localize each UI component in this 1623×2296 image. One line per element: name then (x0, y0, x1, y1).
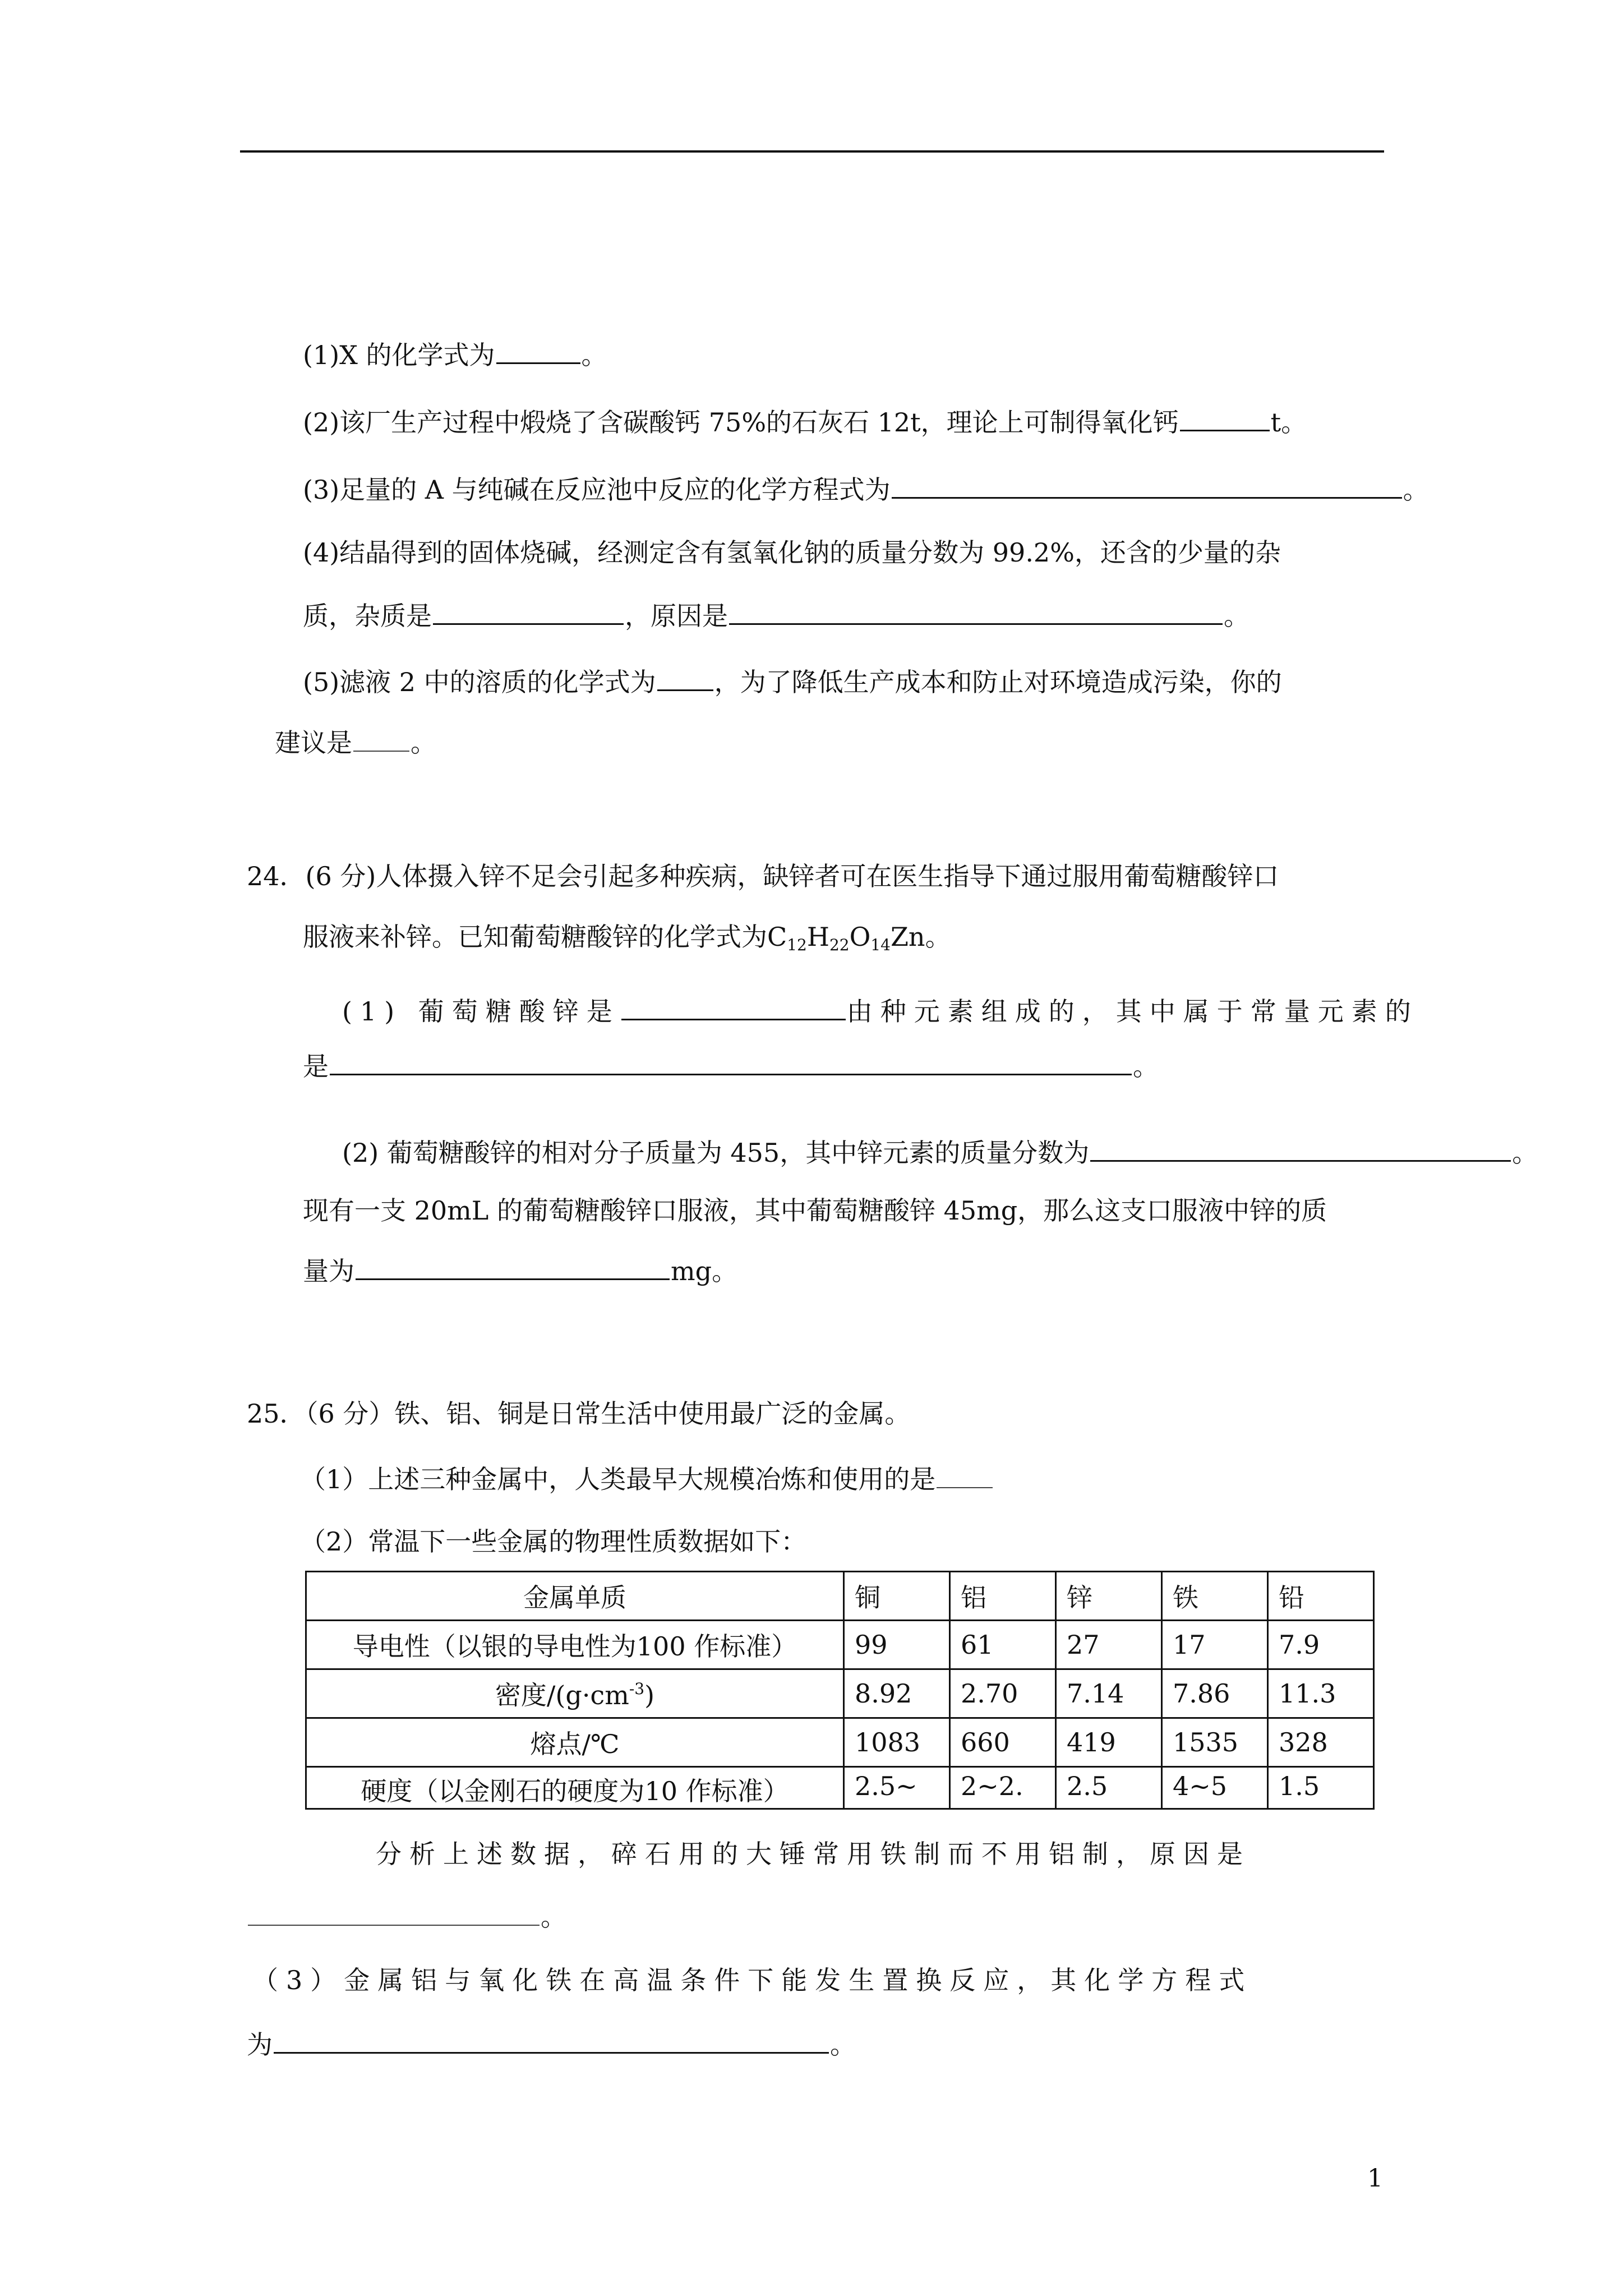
q24-sub1-cont (303, 1048, 1159, 1083)
q23-part1 (303, 337, 607, 372)
q23-part5-text: ，为了降低生产成本和防止对环境造成污染，你的 (714, 667, 1282, 697)
q23-part4-text: 质，杂质是 (303, 601, 432, 631)
table-cell: 7.14 (1056, 1669, 1162, 1718)
table-row-label: 熔点/℃ (306, 1718, 844, 1767)
table-cell: 2.70 (950, 1669, 1056, 1718)
answer-blank[interactable] (274, 2026, 829, 2054)
table-header-cell: 铅 (1268, 1572, 1374, 1621)
q24-sub2-text: (2) 葡萄糖酸锌的相对分子质量为 455，其中锌元素的质量分数为 (342, 1138, 1090, 1168)
q24-sub2-text: 现有一支 20mL 的葡萄糖酸锌口服液，其中葡萄糖酸锌 45mg，那么这支口服液中锌的质 (303, 1195, 1327, 1226)
table-header-cell: 铁 (1162, 1572, 1268, 1621)
q23-part3-text: (3)足量的 A 与纯碱在反应池中反应的化学方程式为 (303, 475, 891, 505)
table-cell: 328 (1268, 1718, 1374, 1767)
table-row-label: 导电性（以银的导电性为100 作标准） (306, 1621, 844, 1669)
answer-blank[interactable] (353, 725, 409, 752)
q25-heading (247, 1397, 910, 1430)
punct: 。 (541, 1902, 566, 1932)
table-cell: 27 (1056, 1621, 1162, 1669)
q25-sub3 (252, 1963, 1252, 1997)
answer-blank[interactable] (433, 597, 624, 625)
table-cell: 2~2. (950, 1767, 1056, 1809)
unit-text: t。 (1270, 407, 1307, 438)
punct: 。 (925, 922, 951, 952)
table-cell: 7.86 (1162, 1669, 1268, 1718)
punct: 。 (411, 728, 436, 758)
q23-part2-text: (2)该厂生产过程中煅烧了含碳酸钙 75%的石灰石 12t，理论上可制得氧化钙 (303, 407, 1179, 438)
table-cell: 4~5 (1162, 1767, 1268, 1809)
q24-sub2-cont (303, 1194, 1327, 1227)
table-row (306, 1621, 1374, 1669)
answer-blank[interactable] (356, 1253, 670, 1280)
answer-blank[interactable] (621, 993, 846, 1020)
table-row-label: 硬度（以金刚石的硬度为10 作标准） (306, 1767, 844, 1809)
table-row (306, 1669, 1374, 1718)
q25-analysis-text: 分析上述数据，碎石用的大锤常用铁制而不用铝制，原因是 (376, 1839, 1251, 1869)
metal-properties-table (305, 1571, 1375, 1810)
page-number: 1 (1367, 2164, 1383, 2193)
q24-sub1-text: (1) 葡萄糖酸锌是 (342, 996, 620, 1027)
q24-sub1-text: 由种元素组成的，其中属于常量元素的 (846, 996, 1419, 1027)
table-header-row (306, 1572, 1374, 1621)
q25-sub3-text: 为 (247, 2030, 273, 2060)
q23-part4-cont (303, 597, 1249, 633)
punct: 。 (581, 340, 607, 370)
q24-heading-text: 24．(6 分)人体摄入锌不足会引起多种疾病，缺锌者可在医生指导下通过服用葡萄糖酸锌口 (247, 861, 1279, 891)
table-row (306, 1718, 1374, 1767)
q24-heading (247, 859, 1279, 893)
q25-sub2-text: （2）常温下一些金属的物理性质数据如下： (300, 1526, 807, 1557)
q23-part5-text: (5)滤液 2 中的溶质的化学式为 (303, 667, 656, 697)
q23-part1-text: (1)X 的化学式为 (303, 340, 495, 370)
table-row-label: 密度$/(g\cdot cm^{-3})$ (306, 1669, 844, 1718)
answer-blank[interactable] (330, 1048, 1132, 1075)
q23-part4 (303, 536, 1281, 569)
q24-sub2 (342, 1134, 1538, 1170)
table-cell: 1.5 (1268, 1767, 1374, 1809)
q23-part5 (303, 664, 1282, 699)
table-cell: 17 (1162, 1621, 1268, 1669)
q24-sub1-text: 是 (303, 1051, 329, 1082)
table-cell: 8.92 (844, 1669, 950, 1718)
answer-blank[interactable] (892, 471, 1402, 499)
q25-sub1 (300, 1461, 994, 1496)
punct: 。 (1403, 475, 1429, 505)
table-cell: 1535 (1162, 1718, 1268, 1767)
answer-blank[interactable] (1090, 1134, 1511, 1162)
unit-text: mg。 (671, 1256, 738, 1286)
q23-part4-text: (4)结晶得到的固体烧碱，经测定含有氢氧化钠的质量分数为 99.2%，还含的少量的杂 (303, 537, 1281, 568)
q25-sub2 (300, 1525, 806, 1558)
q24-line2-text: 服液来补锌。已知葡萄糖酸锌的化学式为 (303, 922, 767, 952)
punct: 。 (1133, 1051, 1159, 1082)
table-cell: 11.3 (1268, 1669, 1374, 1718)
answer-blank[interactable] (937, 1461, 993, 1488)
answer-blank[interactable] (496, 337, 580, 364)
q25-analysis (376, 1837, 1251, 1871)
q25-sub1-text: （1）上述三种金属中，人类最早大规模冶炼和使用的是 (300, 1464, 936, 1494)
table-cell: 2.5 (1056, 1767, 1162, 1809)
answer-blank[interactable] (657, 664, 713, 691)
q23-part3 (303, 471, 1429, 507)
answer-blank[interactable] (248, 1899, 540, 1926)
punct: 。 (830, 2030, 856, 2060)
table-header-cell: 铜 (844, 1572, 950, 1621)
table-header-cell: 金属单质 (306, 1572, 844, 1621)
q25-analysis-cont (247, 1899, 566, 1934)
q23-part2 (303, 404, 1307, 439)
table-header-cell: 锌 (1056, 1572, 1162, 1621)
q24-sub2-text: 量为 (303, 1256, 354, 1286)
answer-blank[interactable] (729, 597, 1223, 625)
q23-part5-text: 建议是 (275, 728, 352, 758)
punct: 。 (1224, 601, 1249, 631)
answer-blank[interactable] (1180, 404, 1270, 431)
table-cell: 61 (950, 1621, 1056, 1669)
table-header-cell: 铝 (950, 1572, 1056, 1621)
table-cell: 7.9 (1268, 1621, 1374, 1669)
q25-sub3-text: （3）金属铝与氧化铁在高温条件下能发生置换反应，其化学方程式 (252, 1965, 1253, 1995)
chemical-formula: $C_{12}H_{22}O_{14}Zn$ (767, 922, 925, 954)
q25-heading-text: 25．（6 分）铁、铝、铜是日常生活中使用最广泛的金属。 (247, 1398, 911, 1429)
q23-part5-cont (275, 725, 436, 760)
punct: 。 (1512, 1138, 1538, 1168)
table-cell: 2.5~ (844, 1767, 950, 1809)
table-cell: 99 (844, 1621, 950, 1669)
q25-sub3-cont (247, 2026, 856, 2062)
table-cell: 1083 (844, 1718, 950, 1767)
q24-sub1 (342, 993, 1419, 1028)
header-rule (240, 150, 1384, 153)
table-row (306, 1767, 1374, 1809)
table-cell: 419 (1056, 1718, 1162, 1767)
q24-sub2-cont2 (303, 1253, 737, 1288)
q23-part4-text: ，原因是 (625, 601, 728, 631)
q24-line2 (303, 920, 951, 962)
table-cell: 660 (950, 1718, 1056, 1767)
